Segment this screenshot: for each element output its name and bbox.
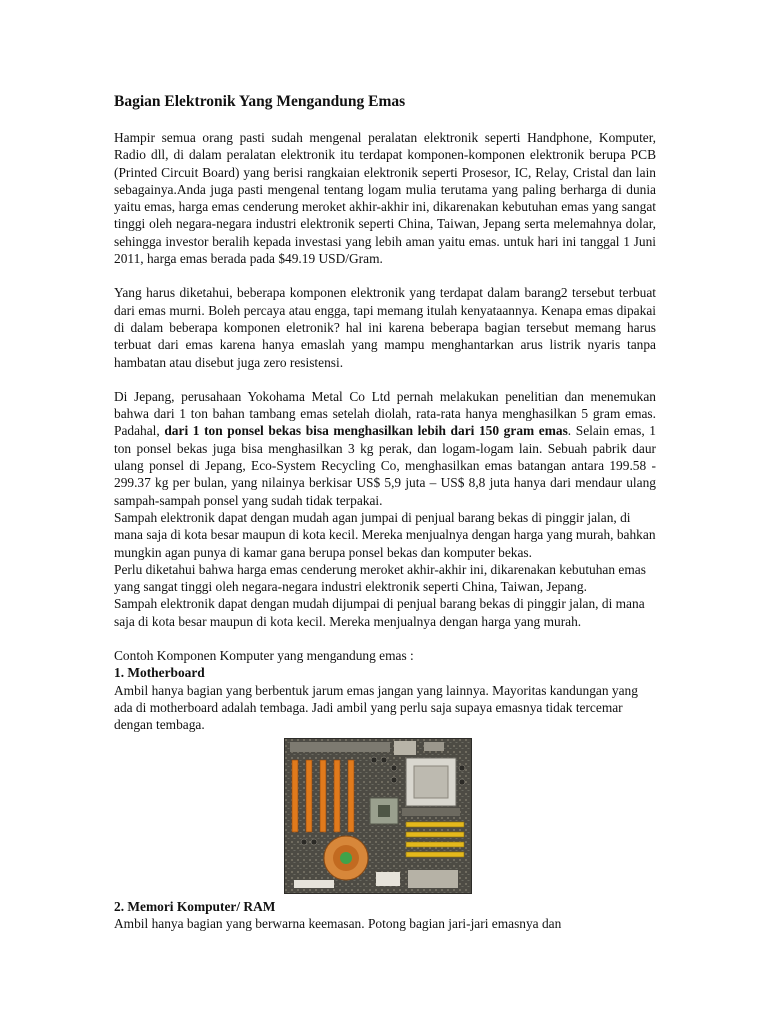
item-text-ram: Ambil hanya bagian yang berwarna keemasan. Potong bagian jari-jari emasnya dan: [114, 915, 562, 931]
item-heading-ram: 2. Memori Komputer/ RAM: [114, 898, 276, 914]
paragraph-intro: Hampir semua orang pasti sudah mengenal peralatan elektronik seperti Handphone, Komputer, Radio dll, di dalam peralatan elektronik itu terdapat komponen-komponen elektronik berupa PCB (Printed Circuit Board) yang berisi rangkaian elektronik seperti Prosesor, IC, Relay, Cristal dan lain sebagainya.Anda juga pasti mengenal tentang logam mulia terutama yang paling berharga di dunia yaitu emas, harga emas cenderung meroket akhir-akhir ini, dikarenakan kebutuhan emas yang sangat tinggi oleh negara-negara industri elektronik seperti China, Taiwan, Jepang serta melemahnya dolar, sehingga investor beralih kepada investasi yang lebih aman yaitu emas. untuk hari ini tanggal 1 Juni 2011, harga emas berada pada $49.19 USD/Gram.: [114, 130, 656, 267]
paragraph-japan-text-2: . Selain emas, 1 ton ponsel bekas juga bisa menghasilkan 3 kg perak, dan logam-logam lain. Sebuah pabrik daur ulang ponsel di Jepang, Eco-System Recycling Co, menghasilkan emas batangan antara 199.58 - 299.37 kg per bulan, yang nilainya berkisar US$ 5,9 juta – US$ 8,8 juta hanya dari mendaur ulang sampah-sampah ponsel yang sudah tidak terpakai.: [114, 423, 656, 508]
paragraph-japan-bold: dari 1 ton ponsel bekas bisa menghasilkan lebih dari 150 gram emas: [164, 423, 568, 439]
paragraph-gold-components: Yang harus diketahui, beberapa komponen elektronik yang terdapat dalam barang2 tersebut terbuat dari emas murni. Boleh percaya atau engga, tapi memang itulah kenyataannya. Kenapa emas dipakai di dalam beberapa komponen eletronik? hal ini karena beberapa bagian tersebut memang harus terbuat dari emas karena hanya emaslah yang mampu menghantarkan arus listrik nyaris tanpa hambatan atau disebut juga zero resistensi.: [114, 285, 656, 370]
motherboard-figure: [114, 738, 656, 894]
document-title: Bagian Elektronik Yang Mengandung Emas: [114, 93, 406, 110]
list-intro: Contoh Komponen Komputer yang mengandung emas :: [114, 648, 414, 664]
motherboard-photo: [284, 738, 472, 894]
item-heading-motherboard: 1. Motherboard: [114, 665, 205, 681]
document-content: [114, 91, 656, 932]
paragraph-ewaste-2: Sampah elektronik dapat dengan mudah dijumpai di penjual barang bekas di pinggir jalan, di mana saja di kota besar maupun di kota kecil. Mereka menjualnya dengan harga yang murah.: [114, 596, 645, 629]
paragraph-ewaste-1: Sampah elektronik dapat dengan mudah agan jumpai di penjual barang bekas di pinggir jalan, di mana saja di kota besar maupun di kota kecil. Mereka menjualnya dengan harga yang murah, bahkan mungkin agan punya di kamar gana berupa ponsel bekas dan komputer bekas.: [114, 509, 656, 560]
paragraph-japan-research: [114, 388, 656, 509]
paragraph-japan-text-1: Di Jepang, perusahaan Yokohama Metal Co Ltd pernah melakukan penelitian dan menemukan bahwa dari 1 ton bahan tambang emas setelah diolah, rata-rata hanya menghasilkan 5 gram emas. Padahal,: [114, 388, 656, 439]
paragraph-gold-price: Perlu diketahui bahwa harga emas cenderung meroket akhir-akhir ini, dikarenakan kebutuhan emas yang sangat tinggi oleh negara-negara industri elektronik seperti China, Taiwan, Jepang.: [114, 561, 646, 595]
item-text-motherboard: Ambil hanya bagian yang berbentuk jarum emas jangan yang lainnya. Mayoritas kandungan yang ada di motherboard adalah tembaga. Jadi ambil yang perlu saja supaya emasnya tidak tercemar dengan tembaga.: [114, 682, 638, 733]
